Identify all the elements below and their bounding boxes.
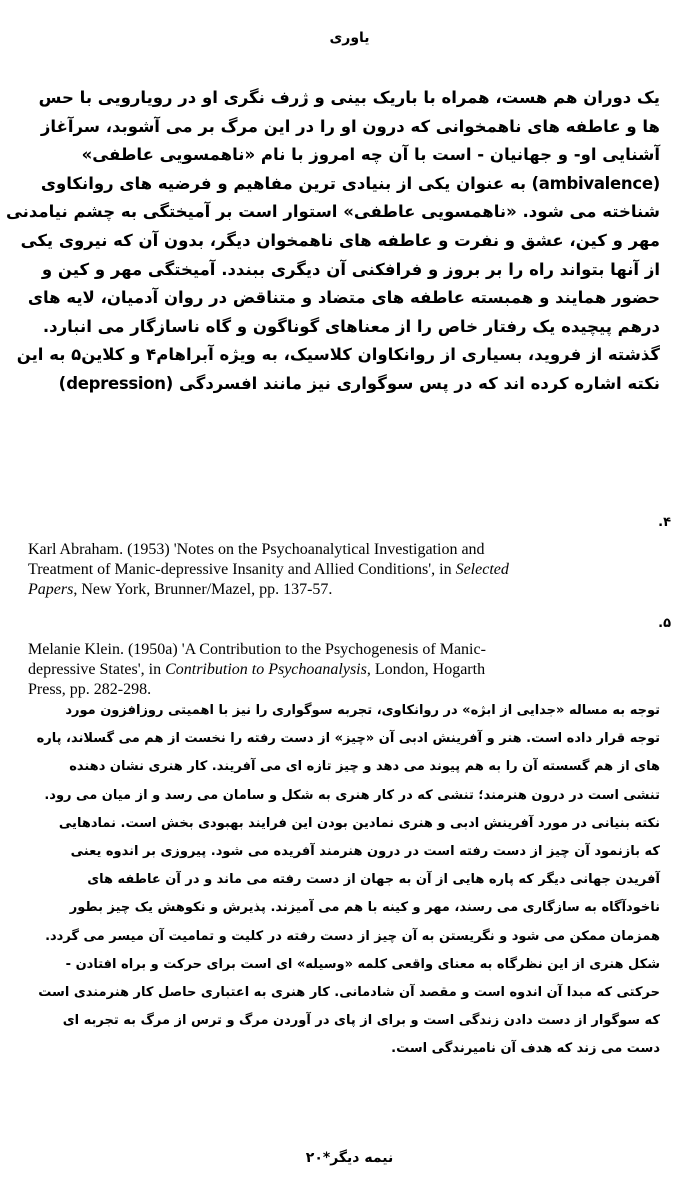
paragraph-line: که سوگوار از دست دادن زندگی است و برای از پای در آوردن مرگ و ترس از مرگ به تجربه ای (62, 1013, 660, 1029)
book-title: Contribution to Psychoanalysis (165, 661, 367, 678)
paragraph-line: (ambivalence) به عنوان یکی از بنیادی ترین مفاهیم و فرضیه های روانکاوی (40, 173, 660, 193)
page-footer: نیمه دیگر*۲۰ (305, 1150, 394, 1166)
paragraph-line: آفریدن جهانی دیگر که پاره هایی از آن به جهان از دست رفته می ماند و در آن عاطفه های (87, 872, 660, 888)
paragraph-line: دست می زند که هدف آن نامیرندگی است. (391, 1041, 660, 1057)
book-title: Selected (455, 561, 509, 578)
paragraph-line: شناخته می شود. «ناهمسویی عاطفی» استوار است بر آمیختگی به چشم نیامدنی (5, 202, 660, 222)
paragraph-line: حضور همایند و همبسته عاطفه های متضاد و متناقض در روان آدمیان، لایه های (27, 288, 660, 308)
paragraph-line: که بازنمود آن چیز از دست رفته است در درون هنرمند آفریده می شود. پیروزی بر اندوه یعنی (70, 843, 660, 859)
paragraph-line: یک دوران هم هست، همراه با باریک بینی و ژرف نگری او در رویارویی با حس (38, 88, 660, 107)
footnote-number: ۴. (658, 515, 671, 530)
reference-line: Melanie Klein. (1950a) 'A Contribution to the Psychogenesis of Manic- (28, 641, 486, 658)
book-title: Papers (28, 581, 74, 598)
reference-line: Papers, New York, Brunner/Mazel, pp. 137-57. (28, 581, 333, 598)
paragraph-line: همزمان ممکن می شود و نگریستن به آن چیز از دست رفته در کلیت و تمامیت آن میسر می گردد. (45, 928, 660, 944)
paragraph-line: آشنایی او- و جهانیان - است با آن چه امروز با نام «ناهمسویی عاطفی» (81, 145, 660, 165)
reference-line: Karl Abraham. (1953) 'Notes on the Psychoanalytical Investigation and (28, 541, 485, 558)
paragraph-line: حرکتی که مبدا آن اندوه است و مقصد آن شادمانی. کار هنری به اعتباری حاصل کار هنرمندی است (38, 984, 660, 1000)
running-header: یاوری (329, 30, 370, 46)
paragraph-line: ناخودآگاه به سازگاری می رسند، مهر و کینه با هم می آمیزند. پذیرش و نکوهش یک چیز بطور (69, 900, 660, 916)
paragraph-line: گذشته از فروید، بسیاری از روانکاوان کلاسیک، به ویژه آبراهام۴ و کلاین۵ به این (16, 345, 660, 365)
paragraph-line: درهم پیچیده یک رفتار خاص را از معناهای گوناگون و گاه ناسازگار می انبارد. (42, 316, 660, 336)
reference-line: Press, pp. 282-298. (28, 681, 152, 698)
paragraph-line: توجه به مساله «جدایی از ابژه» در روانکاوی، تجربه سوگواری را نیز با اهمیتی روزافزون مورد (65, 703, 660, 718)
footnote-reference-klein (28, 640, 668, 700)
second-paragraph (36, 697, 660, 1063)
paragraph-line: مهر و کین، عشق و نفرت و عاطفه های ناهمخوان دیگر، بدون آن که نیروی یکی (20, 230, 660, 250)
footnote-number: ۵. (658, 616, 671, 631)
paragraph-line: توجه قرار داده است. هنر و آفرینش ادبی آن «چیز» از دست رفته را نخست از هم می گسلاند، پاره (36, 731, 660, 747)
footnote-reference-abraham (28, 540, 668, 600)
reference-line: depressive States', in Contribution to Psychoanalysis, London, Hogarth (28, 661, 486, 678)
paragraph-line: ها و عاطفه های ناهمخوانی که درون او را در این مرگ بر می آشوبد، سرآغاز (40, 116, 660, 136)
paragraph-line: از آنها بتواند راه را بر بروز و فرافکنی آن دیگری ببندد. آمیختگی مهر و کین و (41, 259, 660, 279)
paragraph-line: نکته اشاره کرده اند که در پس سوگواری نیز مانند افسردگی (depression) (58, 373, 660, 393)
main-paragraph (5, 84, 660, 399)
paragraph-line: نکته بنیانی در مورد آفرینش ادبی و هنری نمادین بودن این فرایند بهبودی بخش است. نمادهایی (58, 815, 660, 831)
paragraph-line: های از هم گسسته آن را به هم پیوند می دهد و چیز تازه ای می آفریند. کار هنری نشان دهنده (69, 759, 660, 775)
paragraph-line: تنشی است در درون هنرمند؛ تنشی که در کار هنری به شکل و سامان می رسد و از میان می رود. (44, 787, 660, 803)
paragraph-line: شکل هنری از این نظرگاه به معنای واقعی کلمه «وسیله» ای است برای حرکت و براه افتادن - (65, 956, 660, 972)
reference-line: Treatment of Manic-depressive Insanity and Allied Conditions', in Selected (28, 561, 509, 578)
